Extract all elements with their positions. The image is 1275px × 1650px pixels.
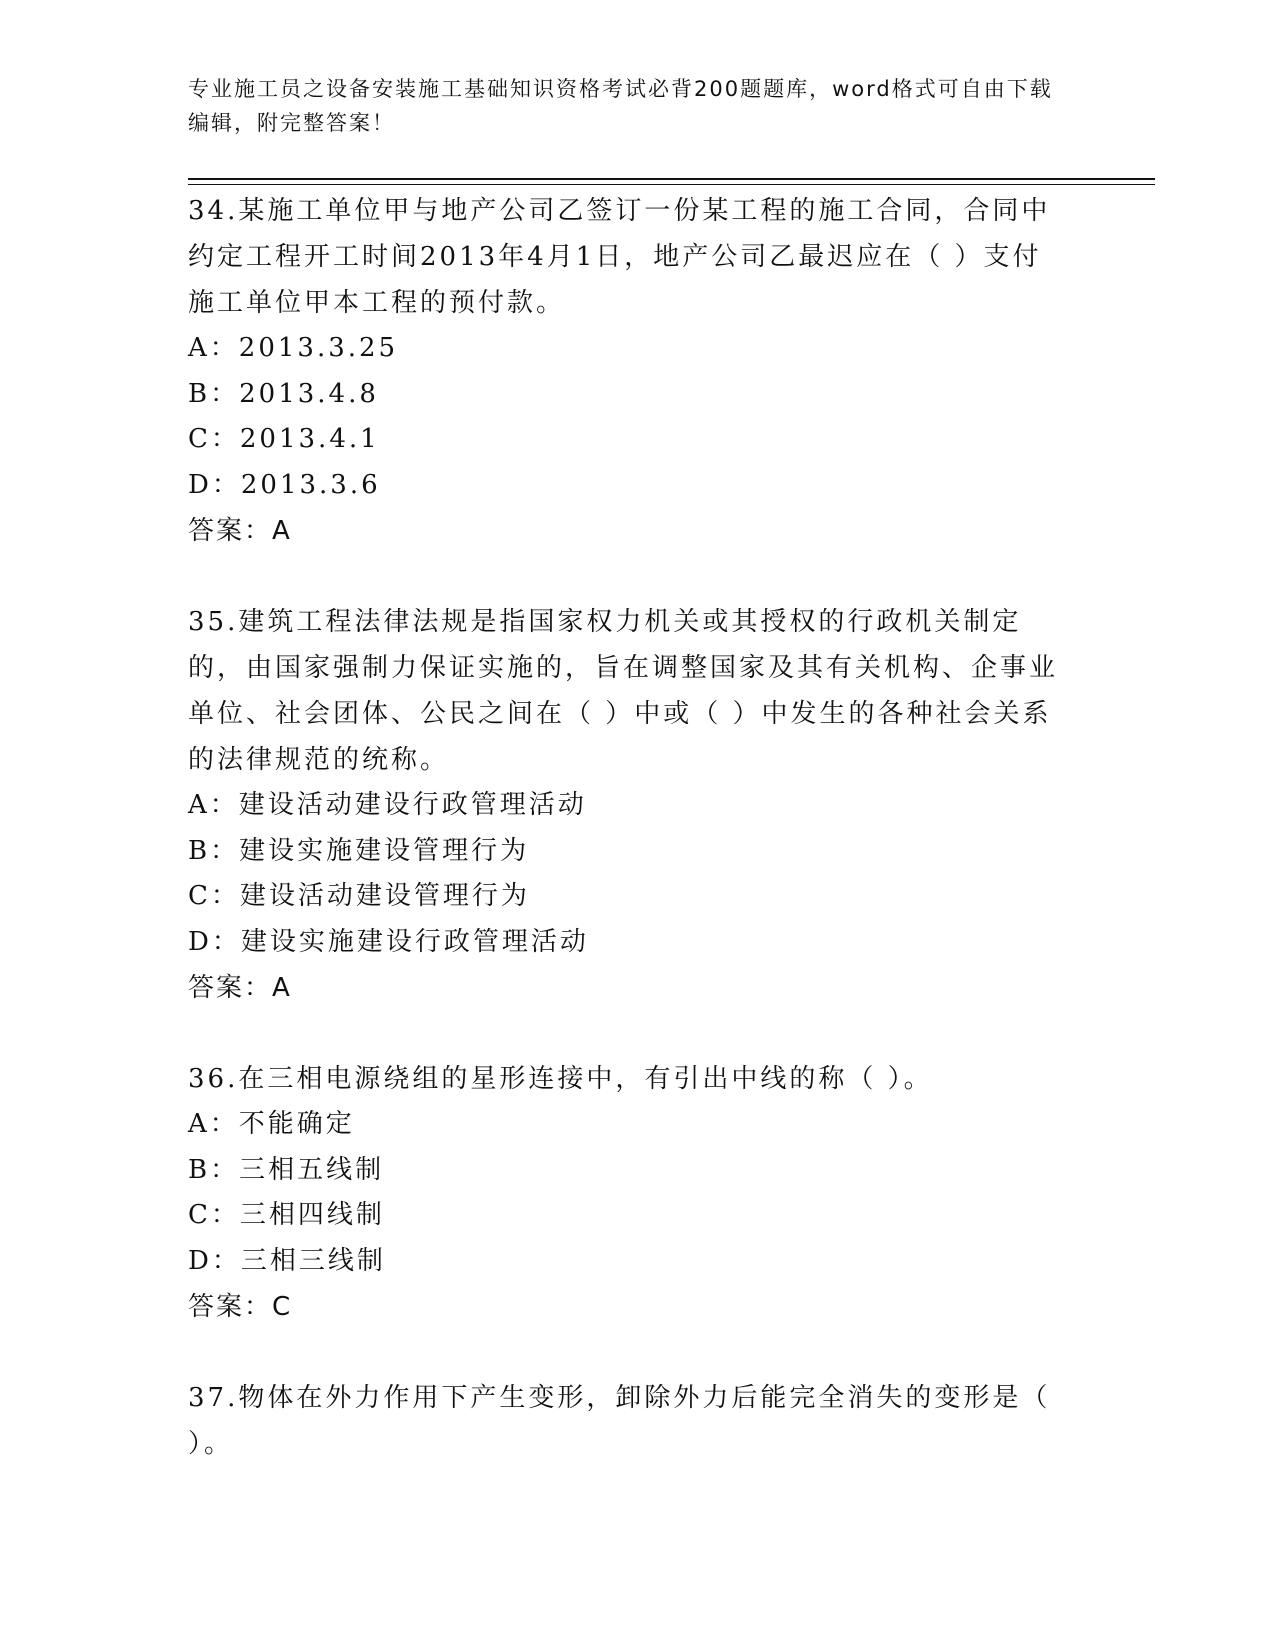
answer: 答案：A: [188, 973, 292, 1003]
option-b: B：建设实施建设管理行为: [188, 835, 530, 866]
header-divider-thin: [188, 184, 1155, 185]
option-a: A：不能确定: [188, 1109, 355, 1139]
answer: 答案：A: [188, 516, 292, 546]
question-stem: 35.建筑工程法律法规是指国家权力机关或其授权的行政机关制定的，由国家强制力保证实施的，旨在调整国家及其有关机构、企事业单位、社会团体、公民之间在（ ）中或（ ）中发生的各种社会关系的法律规范的统称。: [188, 607, 1059, 775]
spacer: [188, 1011, 1088, 1056]
option-b: B：三相五线制: [188, 1154, 385, 1185]
option-d: D：三相三线制: [188, 1245, 386, 1276]
option-b: B：2013.4.8: [188, 378, 379, 409]
question-34: [188, 188, 1088, 554]
spacer: [188, 1330, 1088, 1375]
option-c: C：2013.4.1: [188, 424, 380, 454]
document-header: 专业施工员之设备安装施工基础知识资格考试必背200题题库，word格式可自由下载编辑，附完整答案！: [188, 77, 1053, 135]
question-35: [188, 599, 1088, 1011]
answer: 答案：C: [188, 1292, 293, 1322]
question-stem: 37.物体在外力作用下产生变形，卸除外力后能完全消失的变形是（ ）。: [188, 1383, 1051, 1459]
option-a: A：建设活动建设行政管理活动: [188, 790, 587, 820]
question-stem: 36.在三相电源绕组的星形连接中，有引出中线的称（ ）。: [188, 1064, 933, 1094]
question-list: [188, 188, 1088, 1467]
option-d: D：2013.3.6: [188, 469, 381, 500]
option-d: D：建设实施建设行政管理活动: [188, 926, 589, 957]
question-37: [188, 1375, 1088, 1467]
option-c: C：三相四线制: [188, 1200, 385, 1230]
option-c: C：建设活动建设管理行为: [188, 881, 530, 911]
question-stem: 34.某施工单位甲与地产公司乙签订一份某工程的施工合同，合同中约定工程开工时间2013年4月1日，地产公司乙最迟应在（ ）支付施工单位甲本工程的预付款。: [188, 196, 1051, 318]
header-divider-thick: [188, 178, 1155, 180]
question-36: [188, 1056, 1088, 1330]
option-a: A：2013.3.25: [188, 333, 399, 363]
spacer: [188, 554, 1088, 599]
